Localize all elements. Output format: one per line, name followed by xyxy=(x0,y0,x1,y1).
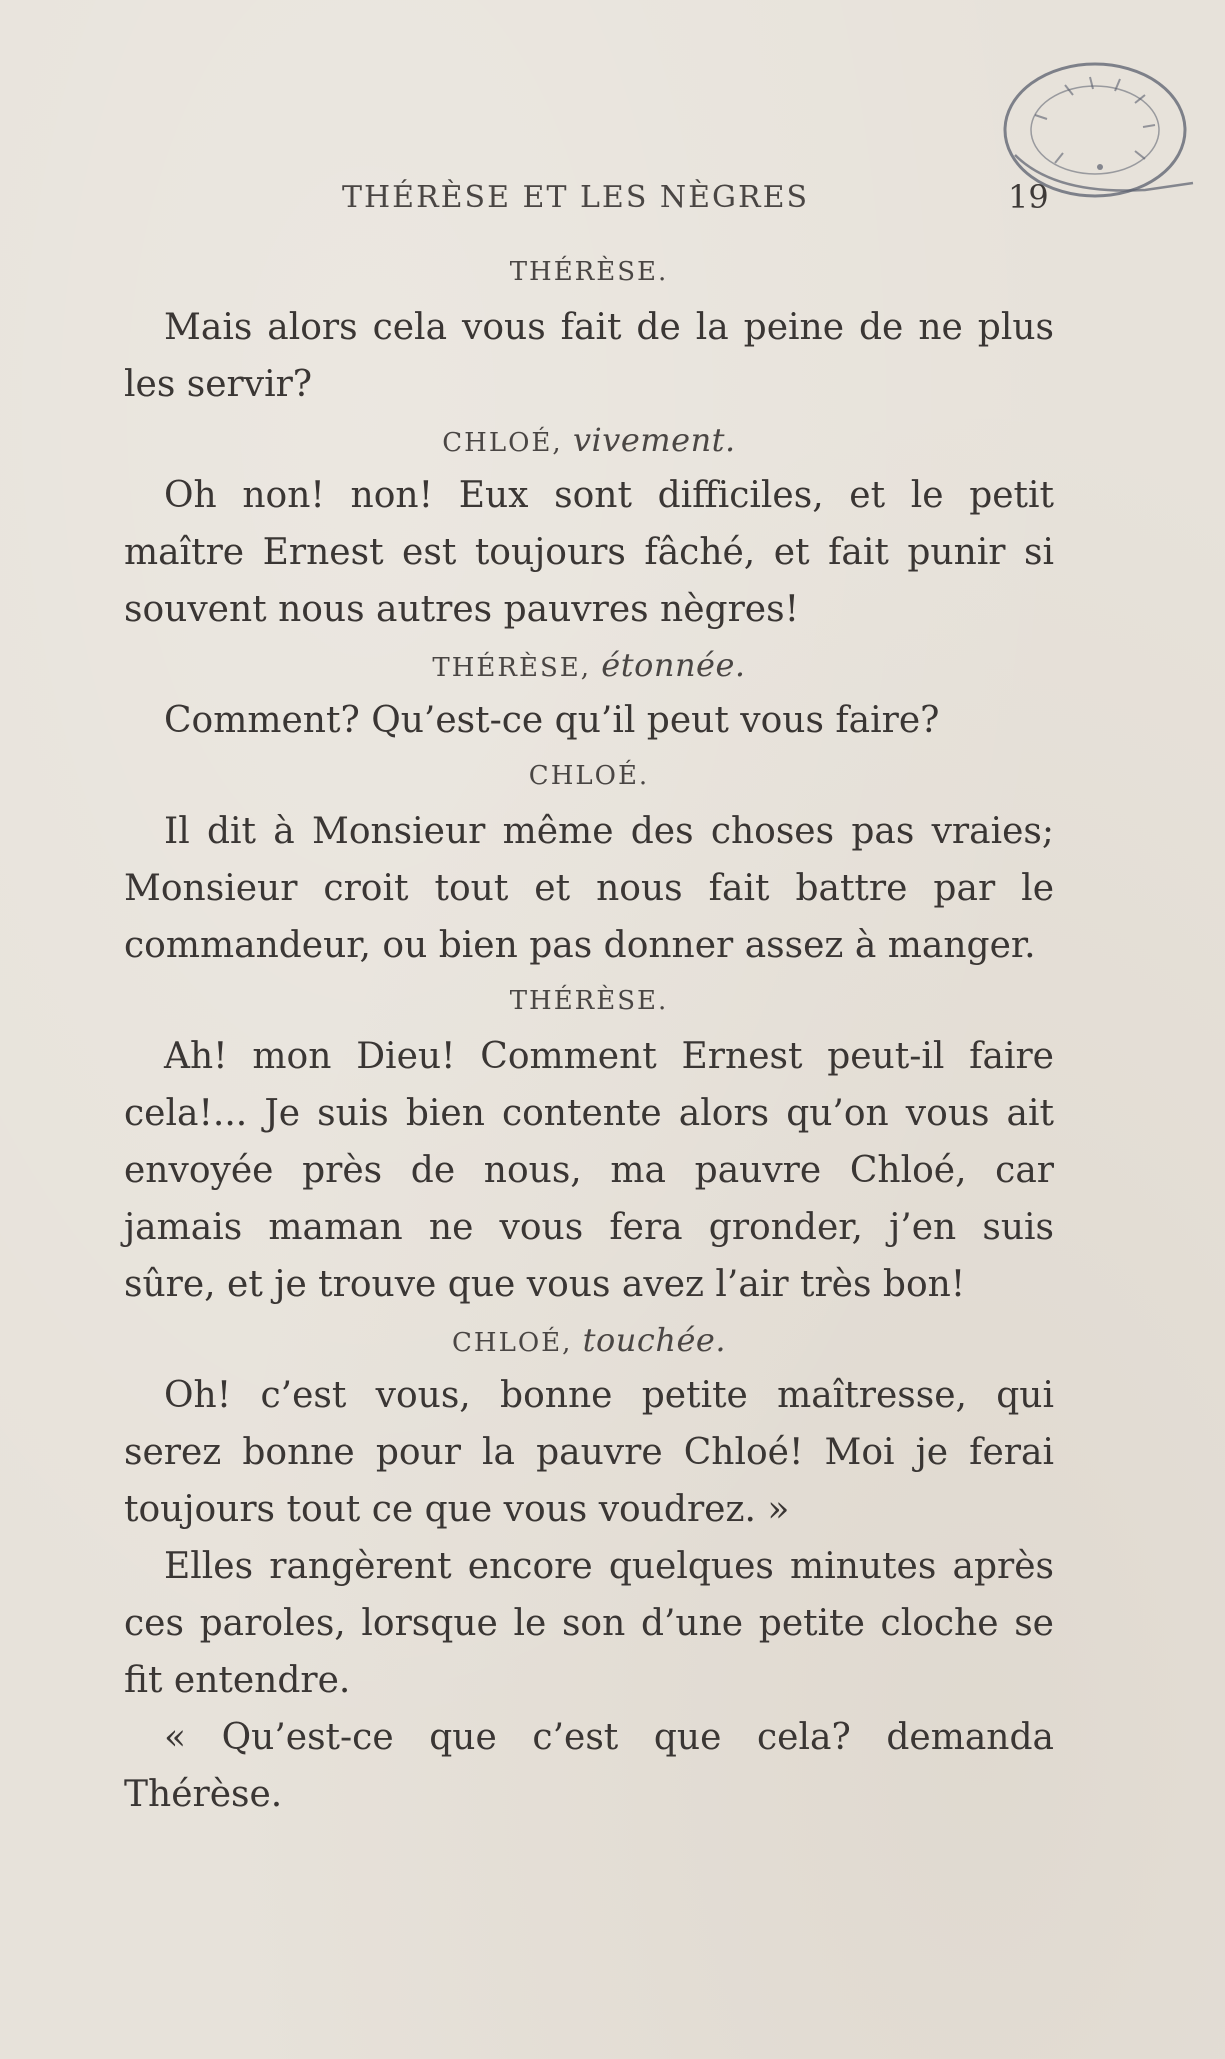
page-number: 19 xyxy=(1008,178,1049,216)
paragraph: « Qu’est-ce que c’est que cela? demanda Thérèse. xyxy=(124,1717,1054,1815)
paragraph: Elles rangèrent encore quelques minutes après ces paroles, lorsque le son d’une petite cloche se fit entendre. xyxy=(124,1546,1054,1701)
speaker-name: THÉRÈSE. xyxy=(509,986,669,1016)
speaker-heading xyxy=(124,1313,1054,1367)
speaker-name: CHLOÉ, xyxy=(442,428,563,458)
paragraph: Il dit à Monsieur même des choses pas vraies; Monsieur croit tout et nous fait battre par le commandeur, ou bien pas donner assez à manger. xyxy=(124,811,1054,966)
speaker-heading xyxy=(124,413,1054,467)
running-title: THÉRÈSE ET LES NÈGRES xyxy=(342,180,810,215)
paragraph: Comment? Qu’est-ce qu’il peut vous faire? xyxy=(164,700,940,741)
speaker-name: THÉRÈSE. xyxy=(509,257,669,287)
speaker-heading xyxy=(124,974,1054,1028)
speaker-name: THÉRÈSE, xyxy=(432,653,591,683)
paragraph: Oh! c’est vous, bonne petite maîtresse, qui serez bonne pour la pauvre Chloé! Moi je ferai toujours tout ce que vous voudrez. » xyxy=(124,1375,1054,1530)
paragraph: Oh non! non! Eux sont difficiles, et le petit maître Ernest est toujours fâché, et fait punir si souvent nous autres pauvres nègres! xyxy=(124,475,1054,630)
page-body xyxy=(124,245,1054,1823)
speaker-name: CHLOÉ. xyxy=(528,761,650,791)
paragraph: Mais alors cela vous fait de la peine de ne plus les servir? xyxy=(124,307,1054,405)
stage-direction: étonnée. xyxy=(601,646,746,684)
paragraph: Ah! mon Dieu! Comment Ernest peut-il faire cela!... Je suis bien contente alors qu’on vous ait envoyée près de nous, ma pauvre Chloé, car jamais maman ne vous fera gronder, j’en suis sûre, et je trouve que vous avez l’air très bon! xyxy=(124,1036,1054,1305)
library-stamp-icon xyxy=(995,55,1195,205)
stage-direction: vivement. xyxy=(572,421,736,459)
speaker-heading xyxy=(124,638,1054,692)
stage-direction: touchée. xyxy=(582,1321,726,1359)
speaker-heading xyxy=(124,245,1054,299)
speaker-name: CHLOÉ, xyxy=(452,1328,573,1358)
speaker-heading xyxy=(124,749,1054,803)
